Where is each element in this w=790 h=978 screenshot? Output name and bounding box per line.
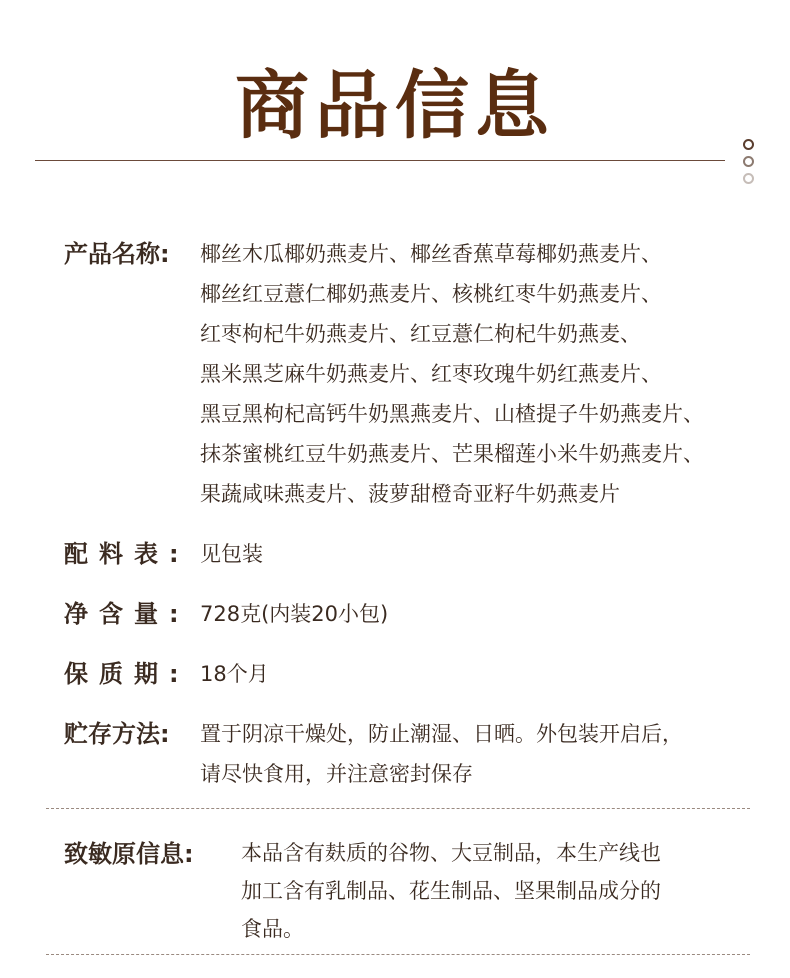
storage-line: 请尽快食用，并注意密封保存 — [200, 762, 473, 786]
product-name-line: 椰丝红豆薏仁椰奶燕麦片、核桃红枣牛奶燕麦片、 — [200, 282, 662, 306]
product-name-line: 黑豆黑枸杞高钙牛奶黑燕麦片、山楂提子牛奶燕麦片、 — [200, 402, 704, 426]
allergen-line: 加工含有乳制品、花生制品、坚果制品成分的 — [241, 879, 661, 903]
net-content-label: 净含量: — [64, 600, 190, 628]
allergen-label: 致敏原信息: — [64, 840, 194, 868]
shelf-life-label: 保质期: — [64, 660, 190, 688]
allergen-line: 食品。 — [241, 917, 304, 941]
product-name-line: 椰丝木瓜椰奶燕麦片、椰丝香蕉草莓椰奶燕麦片、 — [200, 242, 662, 266]
page-title: 商品信息 — [235, 63, 555, 149]
dot-icon — [743, 139, 754, 150]
net-content-value: 728克(内装20小包) — [200, 602, 389, 626]
dashed-divider — [46, 808, 750, 809]
storage-value — [200, 714, 790, 794]
product-name-label: 产品名称: — [64, 240, 170, 268]
product-name-line: 黑米黑芝麻牛奶燕麦片、红枣玫瑰牛奶红燕麦片、 — [200, 362, 662, 386]
storage-label: 贮存方法: — [64, 720, 170, 748]
title-divider — [35, 160, 725, 161]
shelf-life-value: 18个月 — [200, 662, 269, 686]
allergen-line: 本品含有麸质的谷物、大豆制品，本生产线也 — [241, 841, 661, 865]
product-name-line: 果蔬咸味燕麦片、菠萝甜橙奇亚籽牛奶燕麦片 — [200, 482, 620, 506]
dot-icon — [743, 156, 754, 167]
product-name-line: 抹茶蜜桃红豆牛奶燕麦片、芒果榴莲小米牛奶燕麦片、 — [200, 442, 704, 466]
product-name-value — [200, 234, 790, 514]
dot-icon — [743, 173, 754, 184]
product-name-line: 红枣枸杞牛奶燕麦片、红豆薏仁枸杞牛奶燕麦、 — [200, 322, 641, 346]
dashed-divider — [46, 954, 750, 955]
allergen-value — [241, 834, 741, 948]
decorative-dots — [743, 139, 755, 190]
ingredients-value: 见包装 — [200, 542, 263, 566]
storage-line: 置于阴凉干燥处，防止潮湿、日晒。外包装开启后， — [200, 722, 683, 746]
ingredients-label: 配料表: — [64, 540, 190, 568]
